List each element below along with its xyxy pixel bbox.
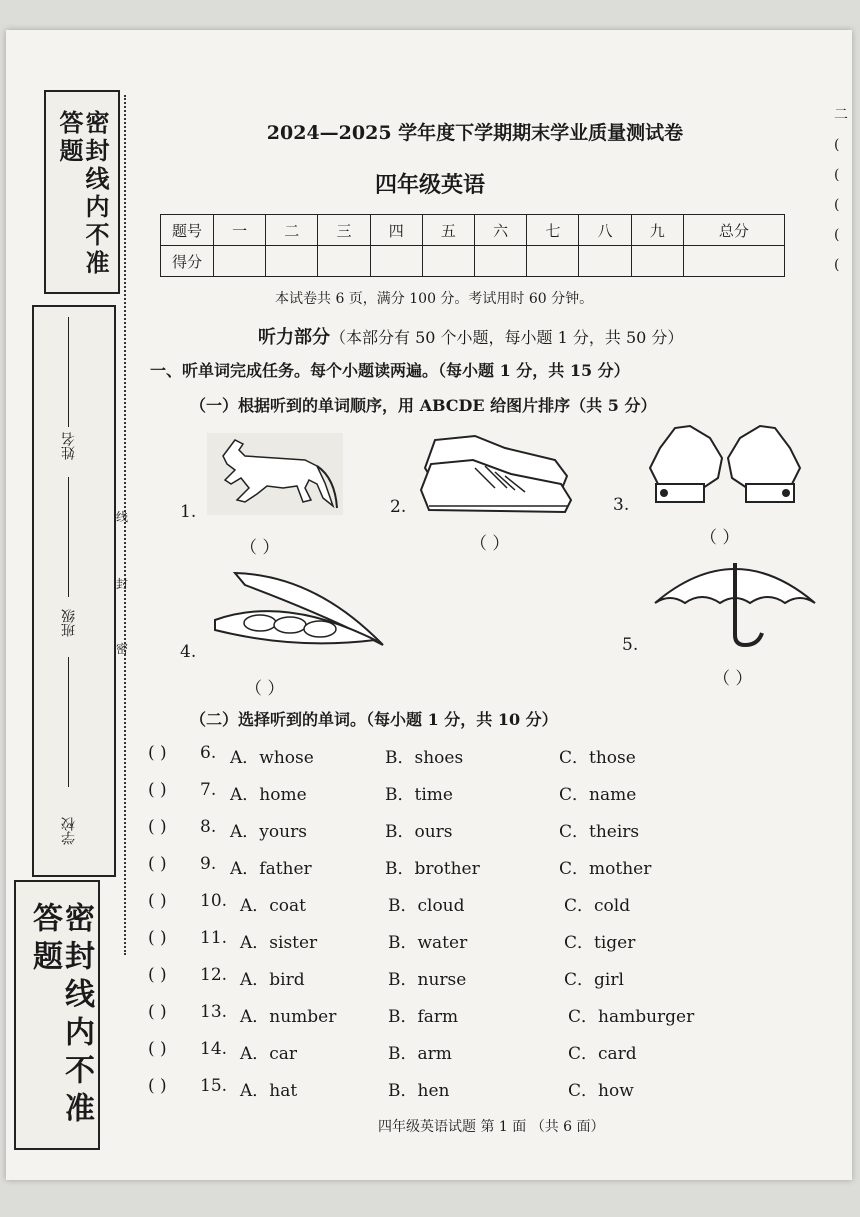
score-blank[interactable] bbox=[683, 246, 784, 277]
picture-number: 2. bbox=[390, 497, 407, 517]
question-row bbox=[148, 891, 768, 928]
section-1-heading: 一、听单词完成任务。每个小题读两遍。（每小题 1 分，共 15 分） bbox=[150, 361, 630, 380]
score-cell: 二 bbox=[266, 215, 318, 246]
exam-subtitle: 四年级英语 bbox=[374, 172, 485, 198]
class-line bbox=[68, 657, 69, 787]
question-row bbox=[148, 1076, 768, 1113]
score-cell: 一 bbox=[214, 215, 266, 246]
picture-answer-blank[interactable]: （ ） bbox=[245, 679, 285, 699]
score-row-label: 得分 bbox=[161, 246, 214, 277]
option-c: C．card bbox=[568, 1044, 637, 1064]
score-blank[interactable] bbox=[370, 246, 422, 277]
option-a: A．sister bbox=[240, 933, 318, 953]
score-blank[interactable] bbox=[266, 246, 318, 277]
option-b: B．cloud bbox=[388, 896, 465, 916]
score-blank[interactable] bbox=[214, 246, 266, 277]
question-number: 13. bbox=[200, 1002, 228, 1022]
option-a: A．number bbox=[240, 1007, 337, 1027]
option-a: A．home bbox=[230, 785, 307, 805]
seal-mark-mi: 密 bbox=[116, 642, 129, 656]
question-number: 8. bbox=[200, 817, 217, 837]
picture-answer-blank[interactable]: （ ） bbox=[470, 534, 510, 554]
question-number: 12. bbox=[200, 965, 228, 985]
question-list bbox=[148, 743, 768, 1113]
question-row bbox=[148, 854, 768, 891]
option-c: C．mother bbox=[559, 859, 652, 879]
score-blank[interactable] bbox=[631, 246, 683, 277]
class-label: 班级 bbox=[61, 609, 77, 637]
score-cell: 三 bbox=[318, 215, 370, 246]
bean-pod-icon bbox=[205, 565, 390, 660]
option-b: B．nurse bbox=[388, 970, 467, 990]
exam-title: 2024—2025 学年度下学期期末学业质量测试卷 bbox=[266, 122, 684, 144]
name-line-2 bbox=[68, 477, 69, 597]
edge-mark: ( bbox=[834, 257, 840, 273]
option-b: B．water bbox=[388, 933, 468, 953]
part-1-heading: （一）根据听到的单词顺序，用 ABCDE 给图片排序（共 5 分） bbox=[190, 396, 657, 415]
school-label: 学校 bbox=[61, 817, 77, 845]
umbrella-icon bbox=[650, 555, 820, 650]
question-row bbox=[148, 965, 768, 1002]
edge-mark: ( bbox=[834, 227, 840, 243]
edge-mark: 二 bbox=[834, 107, 848, 123]
score-cell: 八 bbox=[579, 215, 631, 246]
score-cell: 五 bbox=[422, 215, 474, 246]
score-cell: 总分 bbox=[683, 215, 784, 246]
seal-mark-feng: 封 bbox=[116, 577, 129, 591]
right-edge-marks bbox=[834, 100, 854, 280]
score-cell: 题号 bbox=[161, 215, 214, 246]
question-row bbox=[148, 817, 768, 854]
listening-header: 听力部分 bbox=[258, 327, 330, 348]
score-cell: 四 bbox=[370, 215, 422, 246]
score-cell: 九 bbox=[631, 215, 683, 246]
question-number: 7. bbox=[200, 780, 217, 800]
score-cell: 七 bbox=[527, 215, 579, 246]
picture-answer-blank[interactable]: （ ） bbox=[240, 538, 280, 558]
answer-paren[interactable]: ( ) bbox=[148, 891, 167, 911]
question-row bbox=[148, 780, 768, 817]
score-table bbox=[160, 214, 785, 277]
seal-mark-xian: 线 bbox=[116, 510, 129, 524]
question-row bbox=[148, 1039, 768, 1076]
answer-paren[interactable]: ( ) bbox=[148, 1076, 167, 1096]
option-b: B．brother bbox=[385, 859, 480, 879]
question-row bbox=[148, 1002, 768, 1039]
option-a: A．bird bbox=[240, 970, 305, 990]
seal-box-bottom bbox=[14, 880, 100, 1150]
option-a: A．yours bbox=[230, 822, 307, 842]
edge-mark: ( bbox=[834, 167, 840, 183]
option-c: C．name bbox=[559, 785, 637, 805]
picture-number: 1. bbox=[180, 502, 197, 522]
sneakers-icon bbox=[415, 428, 575, 518]
option-a: A．hat bbox=[240, 1081, 298, 1101]
picture-number: 4. bbox=[180, 642, 197, 662]
question-number: 9. bbox=[200, 854, 217, 874]
option-b: B．farm bbox=[388, 1007, 459, 1027]
seal-warning-top: 密封线内不准答题 bbox=[55, 110, 110, 278]
option-c: C．theirs bbox=[559, 822, 640, 842]
score-cell: 六 bbox=[475, 215, 527, 246]
page-footer: 四年级英语试题 第 1 面 （共 6 面） bbox=[378, 1119, 605, 1135]
score-blank[interactable] bbox=[475, 246, 527, 277]
question-row bbox=[148, 743, 768, 780]
score-blank[interactable] bbox=[422, 246, 474, 277]
answer-paren[interactable]: ( ) bbox=[148, 965, 167, 985]
picture-answer-blank[interactable]: （ ） bbox=[713, 669, 753, 689]
picture-number: 5. bbox=[622, 635, 639, 655]
answer-paren[interactable]: ( ) bbox=[148, 854, 167, 874]
question-number: 15. bbox=[200, 1076, 228, 1096]
answer-paren[interactable]: ( ) bbox=[148, 1002, 167, 1022]
option-a: A．coat bbox=[240, 896, 306, 916]
option-c: C．cold bbox=[564, 896, 631, 916]
option-b: B．arm bbox=[388, 1044, 452, 1064]
option-c: C．tiger bbox=[564, 933, 636, 953]
question-number: 11. bbox=[200, 928, 228, 948]
score-blank[interactable] bbox=[318, 246, 370, 277]
option-a: A．whose bbox=[230, 748, 314, 768]
edge-mark: ( bbox=[834, 197, 840, 213]
option-c: C．hamburger bbox=[568, 1007, 695, 1027]
seal-box-top bbox=[44, 90, 120, 294]
question-number: 14. bbox=[200, 1039, 228, 1059]
student-info-box bbox=[32, 305, 116, 877]
score-blank[interactable] bbox=[527, 246, 579, 277]
option-a: A．father bbox=[230, 859, 312, 879]
question-number: 6. bbox=[200, 743, 217, 763]
seal-warning-bottom: 密封线内不准答题 bbox=[27, 902, 94, 1130]
listening-note: （本部分有 50 个小题，每小题 1 分，共 50 分） bbox=[330, 328, 684, 347]
option-b: B．hen bbox=[388, 1081, 450, 1101]
answer-paren[interactable]: ( ) bbox=[148, 780, 167, 800]
picture-number: 3. bbox=[613, 495, 630, 515]
seal-dotted-line bbox=[124, 95, 126, 955]
option-c: C．girl bbox=[564, 970, 624, 990]
score-value-row bbox=[161, 246, 785, 277]
edge-mark: ( bbox=[834, 137, 840, 153]
name-label: 姓名 bbox=[61, 432, 77, 460]
answer-paren[interactable]: ( ) bbox=[148, 1039, 167, 1059]
part-2-heading: （二）选择听到的单词。（每小题 1 分，共 10 分） bbox=[190, 710, 558, 729]
option-c: C．those bbox=[559, 748, 636, 768]
option-b: B．ours bbox=[385, 822, 453, 842]
option-c: C．how bbox=[568, 1081, 634, 1101]
question-number: 10. bbox=[200, 891, 228, 911]
option-b: B．shoes bbox=[385, 748, 464, 768]
question-row bbox=[148, 928, 768, 965]
picture-answer-blank[interactable]: （ ） bbox=[700, 528, 740, 548]
score-blank[interactable] bbox=[579, 246, 631, 277]
score-header-row bbox=[161, 215, 785, 246]
name-line bbox=[68, 317, 69, 427]
answer-paren[interactable]: ( ) bbox=[148, 817, 167, 837]
answer-paren[interactable]: ( ) bbox=[148, 928, 167, 948]
horse-icon bbox=[205, 428, 345, 518]
listening-header-row bbox=[258, 323, 683, 349]
option-b: B．time bbox=[385, 785, 453, 805]
exam-note: 本试卷共 6 页，满分 100 分。考试用时 60 分钟。 bbox=[275, 291, 594, 307]
gloves-icon bbox=[640, 418, 810, 513]
option-a: A．car bbox=[240, 1044, 298, 1064]
answer-paren[interactable]: ( ) bbox=[148, 743, 167, 763]
